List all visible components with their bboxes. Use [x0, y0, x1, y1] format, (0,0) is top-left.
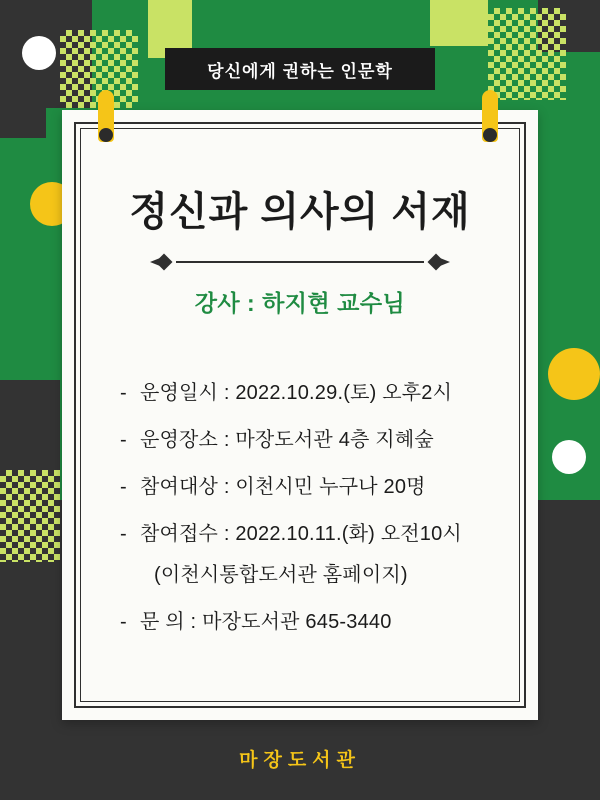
divider-tip-right-icon — [440, 258, 450, 266]
decor-lime-square-top-right — [430, 0, 488, 46]
list-item — [120, 558, 508, 587]
list-item-label: 참여접수 : 2022.10.11.(화) 오전10시 — [140, 523, 462, 545]
list-item — [120, 376, 508, 405]
pin-left-icon — [98, 90, 114, 142]
list-item-label: (이천시통합도서관 홈페이지) — [154, 564, 408, 586]
top-banner-label: 당신에게 권하는 인문학 — [207, 61, 393, 81]
decor-dark-square-left — [0, 108, 46, 138]
list-item — [120, 517, 508, 546]
list-item-label: 운영일시 : 2022.10.29.(토) 오후2시 — [140, 382, 453, 404]
card-content — [92, 140, 508, 690]
divider-tip-left-icon — [150, 258, 160, 266]
decor-white-circle-top-left — [22, 36, 56, 70]
page-title: 정신과 의사의 서재 — [129, 190, 471, 234]
list-item-dash: - — [120, 523, 127, 545]
decor-yellow-circle-right — [548, 348, 600, 400]
list-item-label: 문 의 : 마장도서관 645-3440 — [140, 611, 392, 633]
list-item — [120, 605, 508, 634]
list-item-label: 참여대상 : 이천시민 누구나 20명 — [140, 476, 426, 498]
list-item-dash: - — [120, 382, 127, 404]
decor-checker-bottom-left — [0, 470, 60, 562]
footer-label: 마장도서관 — [239, 750, 361, 771]
poster-card — [62, 110, 538, 720]
decor-checker-top-right — [488, 8, 566, 100]
list-item-dash: - — [120, 429, 127, 451]
list-item-dash: - — [120, 476, 127, 498]
list-item — [120, 423, 508, 452]
list-item-dash: - — [120, 611, 127, 633]
top-banner — [165, 48, 435, 90]
list-item — [120, 470, 508, 499]
decor-white-circle-right — [552, 440, 586, 474]
details-list — [92, 376, 508, 634]
pin-right-icon — [482, 90, 498, 142]
speaker-label: 강사 : 하지현 교수님 — [194, 290, 406, 316]
list-item-label: 운영장소 : 마장도서관 4층 지혜숲 — [140, 429, 434, 451]
divider-line — [176, 261, 424, 263]
ornamental-divider — [150, 255, 450, 269]
